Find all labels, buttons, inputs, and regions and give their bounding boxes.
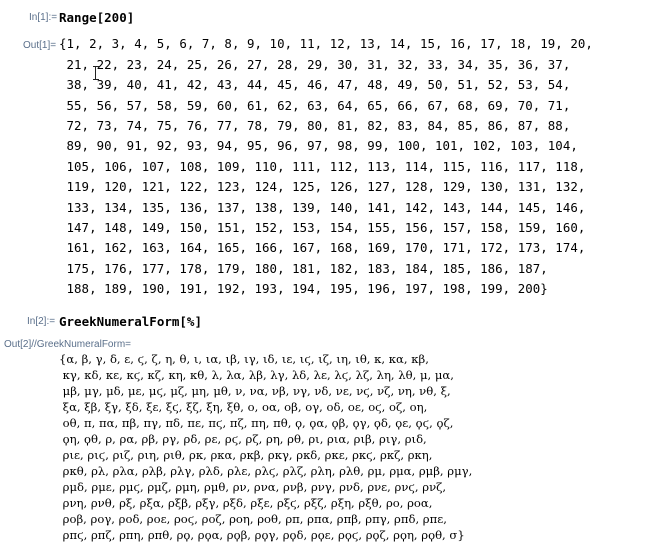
- output-label-2: Out[2]//GreekNumeralForm=: [4, 339, 131, 350]
- output-line: ρκθ, ρλ, ρλα, ρλβ, ρλγ, ρλδ, ρλε, ρλϛ, ρλζ, ρλη, ρλθ, ρμ, ρμα, ρμβ, ρμγ,: [59, 464, 473, 478]
- output-line: ϙη, ϙθ, ρ, ρα, ρβ, ργ, ρδ, ρε, ρϛ, ρζ, ρη, ρθ, ρι, ρια, ριβ, ριγ, ριδ,: [59, 432, 427, 446]
- output-line: 119, 120, 121, 122, 123, 124, 125, 126, 127, 128, 129, 130, 131, 132,: [59, 179, 586, 194]
- output-line: ρμδ, ρμε, ρμϛ, ρμζ, ρμη, ρμθ, ρν, ρνα, ρνβ, ρνγ, ρνδ, ρνε, ρνϛ, ρνζ,: [59, 480, 447, 494]
- output-line: ρνη, ρνθ, ρξ, ρξα, ρξβ, ρξγ, ρξδ, ρξε, ρξϛ, ρξζ, ρξη, ρξθ, ρο, ροα,: [59, 496, 433, 510]
- output-line: ριε, ριϛ, ριζ, ριη, ριθ, ρκ, ρκα, ρκβ, ρκγ, ρκδ, ρκε, ρκϛ, ρκζ, ρκη,: [59, 448, 433, 462]
- output-line: 89, 90, 91, 92, 93, 94, 95, 96, 97, 98, 99, 100, 101, 102, 103, 104,: [59, 138, 578, 153]
- output-line: {α, β, γ, δ, ε, ϛ, ζ, η, θ, ι, ια, ιβ, ιγ, ιδ, ιε, ιϛ, ιζ, ιη, ιθ, κ, κα, κβ,: [59, 352, 429, 366]
- output-line: 72, 73, 74, 75, 76, 77, 78, 79, 80, 81, 82, 83, 84, 85, 86, 87, 88,: [59, 118, 571, 133]
- input-cell-2[interactable]: GreekNumeralForm[%]: [59, 314, 202, 329]
- output-line: ρπϛ, ρπζ, ρπη, ρπθ, ρϙ, ρϙα, ρϙβ, ρϙγ, ρϙδ, ρϙε, ρϙϛ, ρϙζ, ρϙη, ρϙθ, σ}: [59, 528, 465, 542]
- output-line: 21, 22, 23, 24, 25, 26, 27, 28, 29, 30, 31, 32, 33, 34, 35, 36, 37,: [59, 57, 571, 72]
- output-line: ξα, ξβ, ξγ, ξδ, ξε, ξϛ, ξζ, ξη, ξθ, ο, οα, οβ, ογ, οδ, οε, οϛ, οζ, οη,: [59, 400, 428, 414]
- output-line: 161, 162, 163, 164, 165, 166, 167, 168, 169, 170, 171, 172, 173, 174,: [59, 240, 586, 255]
- output-line: κγ, κδ, κε, κϛ, κζ, κη, κθ, λ, λα, λβ, λγ, λδ, λε, λϛ, λζ, λη, λθ, μ, μα,: [59, 368, 454, 382]
- input-label-1: In[1]:=: [29, 12, 58, 23]
- text-cursor-icon: [95, 66, 97, 80]
- output-label-1: Out[1]=: [23, 40, 57, 51]
- input-label-2: In[2]:=: [27, 316, 56, 327]
- output-line: 188, 189, 190, 191, 192, 193, 194, 195, 196, 197, 198, 199, 200}: [59, 281, 548, 296]
- output-line: 38, 39, 40, 41, 42, 43, 44, 45, 46, 47, 48, 49, 50, 51, 52, 53, 54,: [59, 77, 571, 92]
- output-line: 133, 134, 135, 136, 137, 138, 139, 140, 141, 142, 143, 144, 145, 146,: [59, 200, 586, 215]
- output-line: 55, 56, 57, 58, 59, 60, 61, 62, 63, 64, 65, 66, 67, 68, 69, 70, 71,: [59, 98, 571, 113]
- output-line: {1, 2, 3, 4, 5, 6, 7, 8, 9, 10, 11, 12, 13, 14, 15, 16, 17, 18, 19, 20,: [59, 36, 593, 51]
- output-line: οθ, π, πα, πβ, πγ, πδ, πε, πϛ, πζ, πη, πθ, ϙ, ϙα, ϙβ, ϙγ, ϙδ, ϙε, ϙϛ, ϙζ,: [59, 416, 454, 430]
- input-cell-1[interactable]: Range[200]: [59, 10, 135, 25]
- output-line: μβ, μγ, μδ, με, μϛ, μζ, μη, μθ, ν, να, νβ, νγ, νδ, νε, νϛ, νζ, νη, νθ, ξ,: [59, 384, 451, 398]
- output-line: 175, 176, 177, 178, 179, 180, 181, 182, 183, 184, 185, 186, 187,: [59, 261, 548, 276]
- output-line: ροβ, ρογ, ροδ, ροε, ροϛ, ροζ, ροη, ροθ, ρπ, ρπα, ρπβ, ρπγ, ρπδ, ρπε,: [59, 512, 447, 526]
- output-line: 147, 148, 149, 150, 151, 152, 153, 154, 155, 156, 157, 158, 159, 160,: [59, 220, 586, 235]
- output-line: 105, 106, 107, 108, 109, 110, 111, 112, 113, 114, 115, 116, 117, 118,: [59, 159, 586, 174]
